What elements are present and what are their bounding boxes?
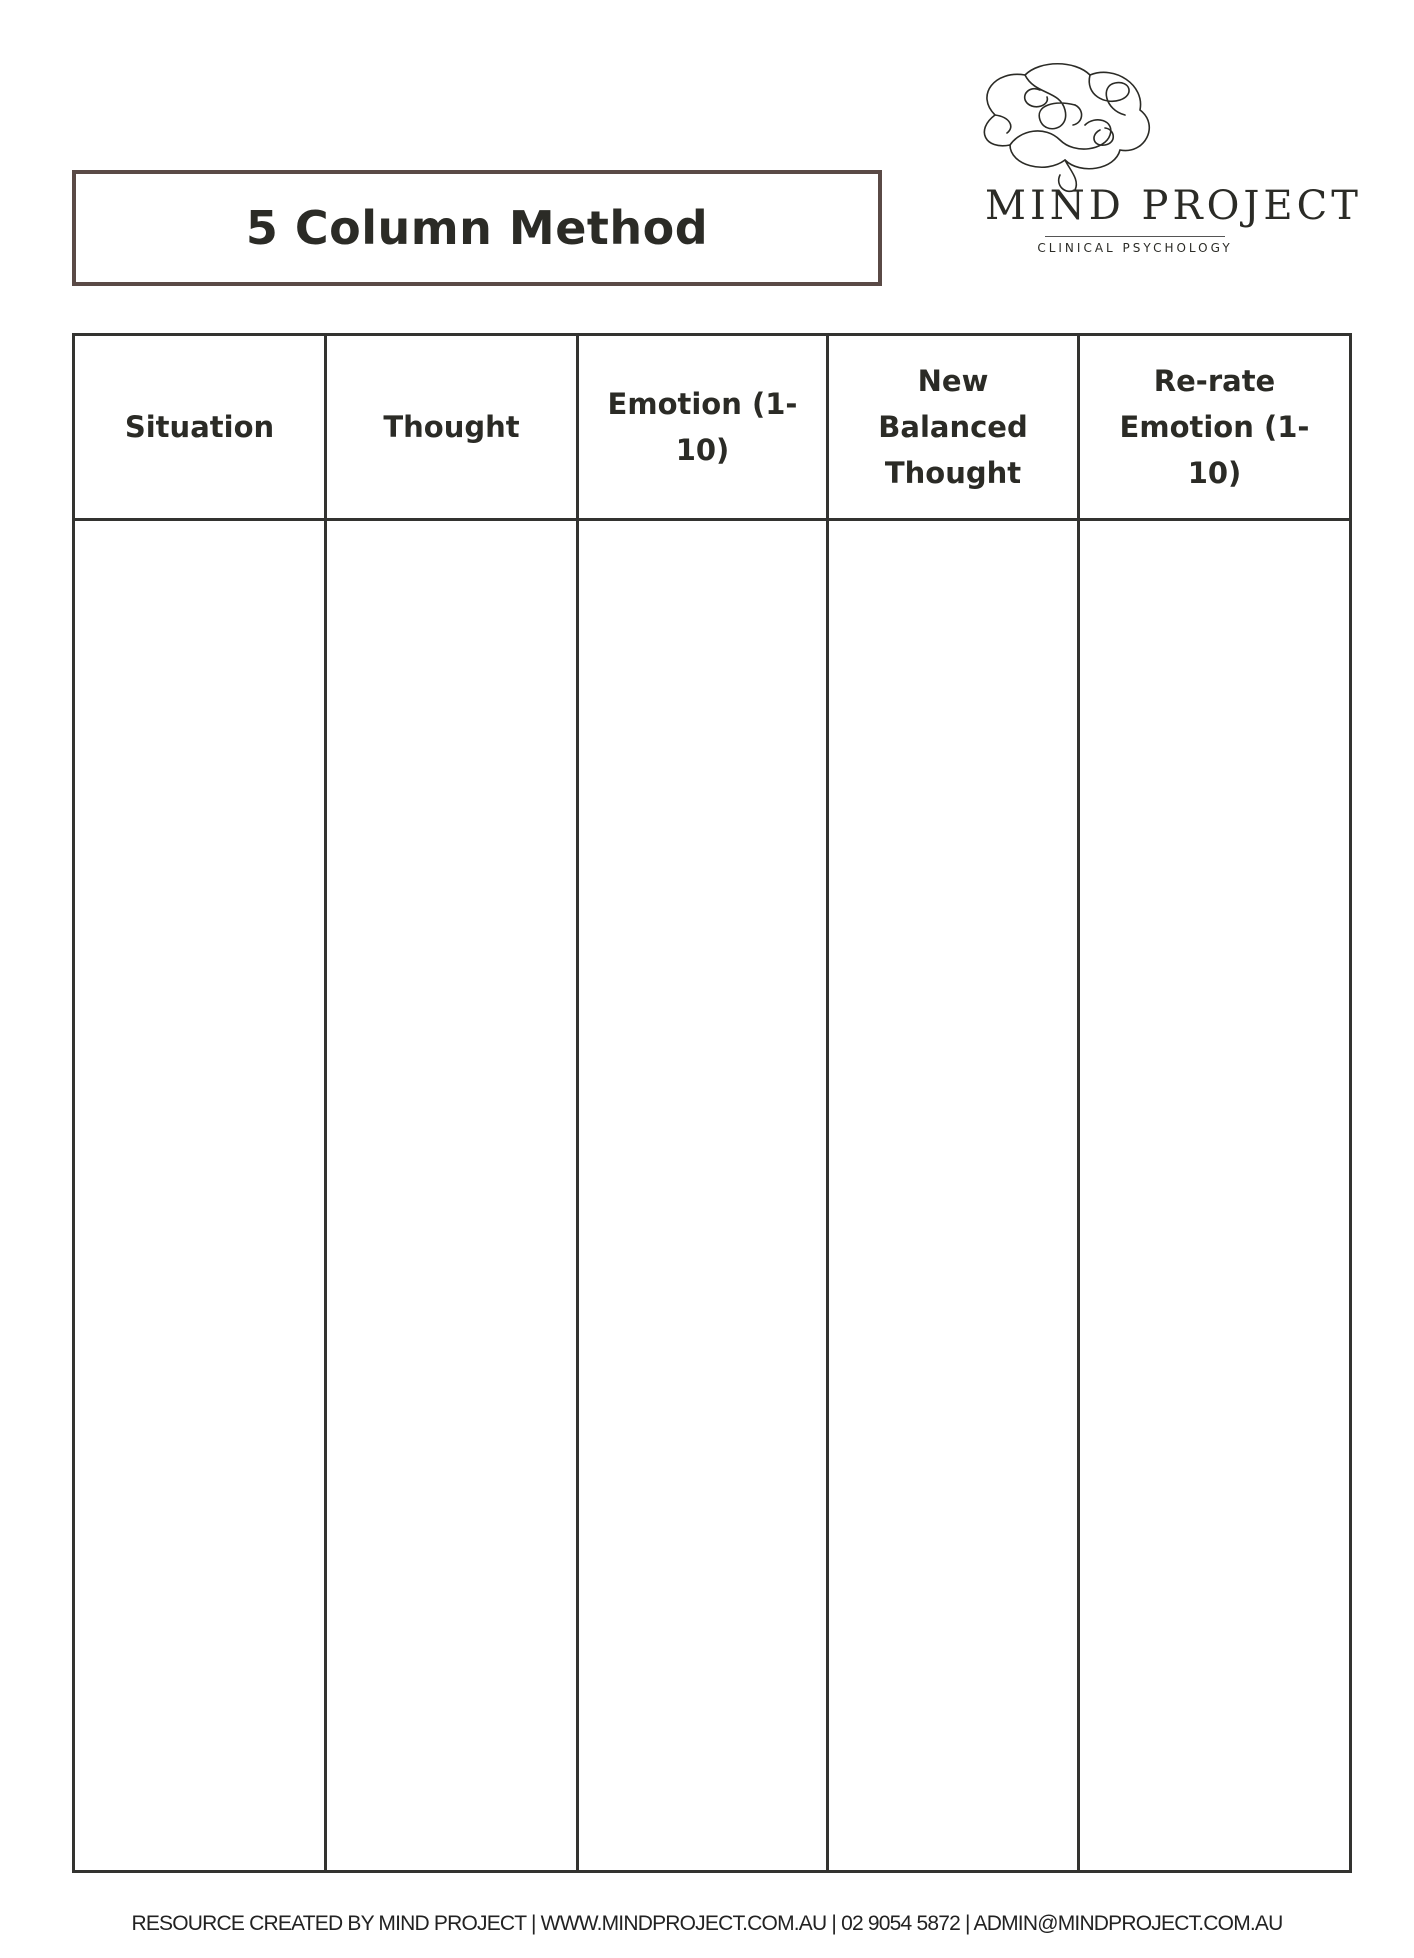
- header-label: Re-rate Emotion (1-10): [1119, 364, 1310, 490]
- rerate-emotion-entry-area[interactable]: [1080, 521, 1349, 1870]
- brain-icon: [965, 55, 1165, 195]
- header-rerate-emotion: [1080, 336, 1349, 521]
- page-title: 5 Column Method: [245, 201, 709, 255]
- header-label: Thought: [383, 410, 520, 444]
- new-balanced-thought-entry-area[interactable]: [829, 521, 1080, 1870]
- logo-divider: [1045, 236, 1225, 237]
- header-thought: [327, 336, 579, 521]
- title-box: [72, 170, 882, 286]
- footer-text: RESOURCE CREATED BY MIND PROJECT | WWW.MINDPROJECT.COM.AU | 02 9054 5872 | ADMIN@MINDPROJECT.COM.AU: [131, 1912, 1283, 1935]
- logo: [965, 55, 1362, 265]
- worksheet-table: [72, 333, 1352, 1873]
- situation-entry-area[interactable]: [75, 521, 327, 1870]
- header-emotion: [579, 336, 829, 521]
- header-label: Emotion (1-10): [607, 387, 798, 467]
- emotion-entry-area[interactable]: [579, 521, 829, 1870]
- thought-entry-area[interactable]: [327, 521, 579, 1870]
- logo-name: MIND PROJECT: [985, 183, 1362, 229]
- header-new-balanced-thought: [829, 336, 1080, 521]
- logo-subtitle: CLINICAL PSYCHOLOGY: [1037, 241, 1233, 255]
- header-situation: [75, 336, 327, 521]
- header-label: New Balanced Thought: [878, 364, 1028, 490]
- header-label: Situation: [124, 410, 275, 444]
